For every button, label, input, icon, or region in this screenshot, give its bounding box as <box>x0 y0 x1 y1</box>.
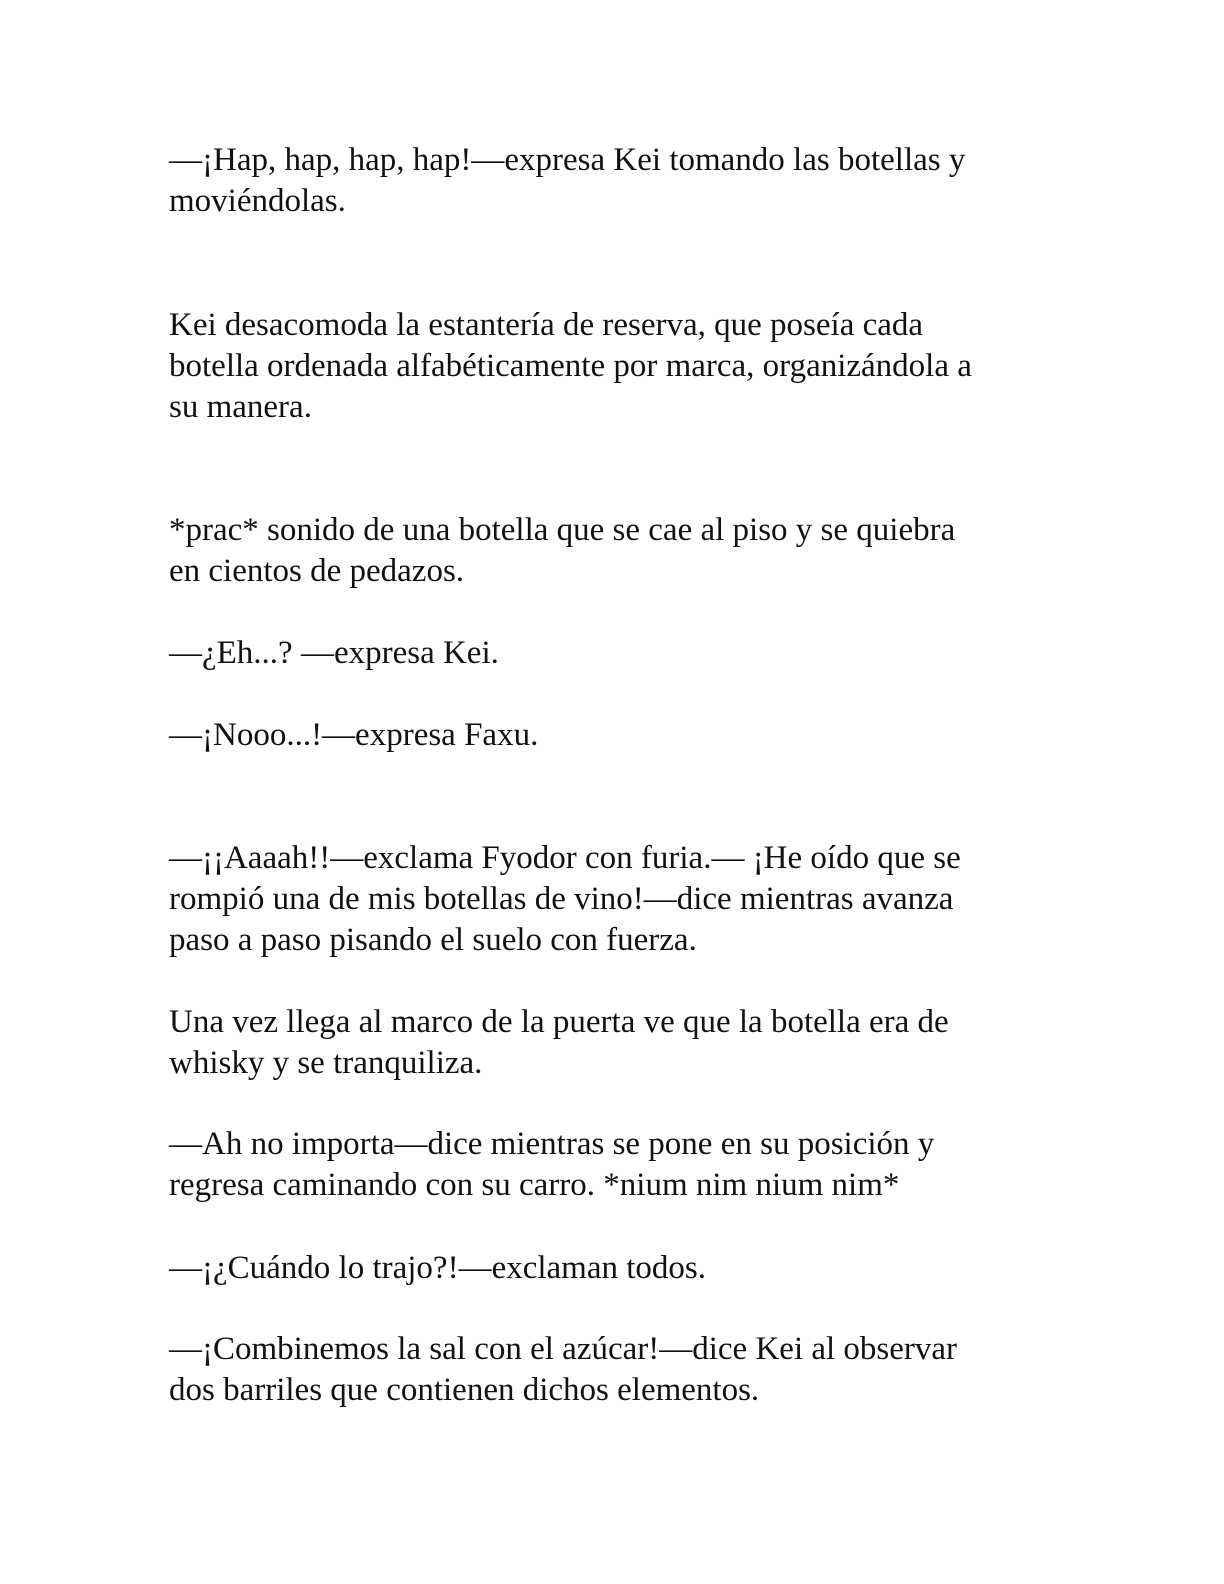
paragraph-6 <box>169 838 1069 961</box>
text-line: —¡Combinemos la sal con el azúcar!—dice Kei al observar <box>169 1331 958 1367</box>
text-line: paso a paso pisando el suelo con fuerza. <box>169 922 697 958</box>
text-line: —¡Hap, hap, hap, hap!—expresa Kei tomando las botellas y <box>169 142 966 178</box>
paragraph-10 <box>169 1329 1069 1411</box>
text-line: —Ah no importa—dice mientras se pone en su posición y <box>169 1126 935 1162</box>
text-line: —¿Eh...? —expresa Kei. <box>169 635 499 671</box>
paragraph-8 <box>169 1124 1069 1206</box>
text-line: su manera. <box>169 389 312 425</box>
text-line: Una vez llega al marco de la puerta ve que la botella era de <box>169 1004 949 1040</box>
paragraph-7 <box>169 1002 1069 1084</box>
text-line: moviéndolas. <box>169 183 346 219</box>
text-line: dos barriles que contienen dichos elementos. <box>169 1372 760 1408</box>
text-line: regresa caminando con su carro. *nium nim nium nim* <box>169 1167 900 1203</box>
text-line: en cientos de pedazos. <box>169 553 465 589</box>
paragraph-4 <box>169 633 1069 674</box>
paragraph-1 <box>169 140 1069 222</box>
text-line: rompió una de mis botellas de vino!—dice mientras avanza <box>169 881 954 917</box>
text-line: botella ordenada alfabéticamente por marca, organizándola a <box>169 348 972 384</box>
paragraph-2 <box>169 305 1069 428</box>
paragraph-9 <box>169 1248 1069 1289</box>
text-line: —¡¿Cuándo lo trajo?!—exclaman todos. <box>169 1250 707 1286</box>
text-line: —¡Nooo...!—expresa Faxu. <box>169 717 539 753</box>
paragraph-3 <box>169 510 1069 592</box>
text-line: —¡¡Aaaah!!—exclama Fyodor con furia.— ¡He oído que se <box>169 840 961 876</box>
text-line: *prac* sonido de una botella que se cae al piso y se quiebra <box>169 512 956 548</box>
text-line: whisky y se tranquiliza. <box>169 1045 483 1081</box>
text-line: Kei desacomoda la estantería de reserva, que poseía cada <box>169 307 924 343</box>
paragraph-5 <box>169 715 1069 756</box>
